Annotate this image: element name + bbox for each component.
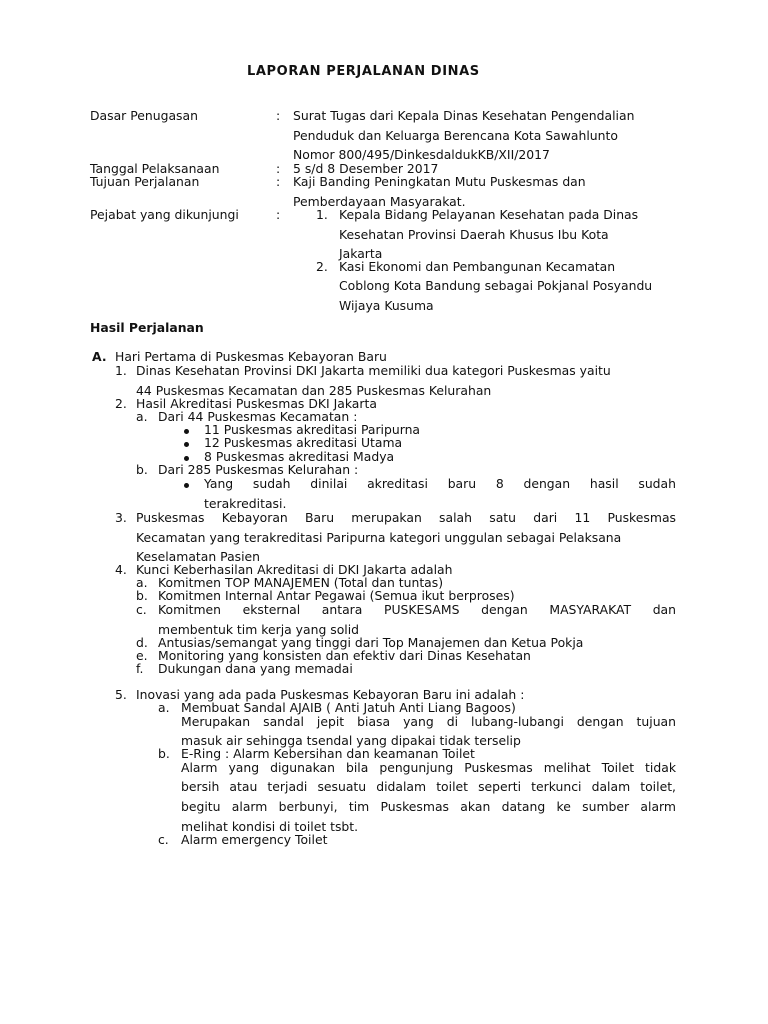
dasar-line: Surat Tugas dari Kepala Dinas Kesehatan Pengendalian	[293, 108, 635, 123]
sub-letter: a.	[136, 409, 148, 424]
bullet-icon	[184, 483, 189, 488]
sub-letter: f.	[136, 661, 144, 676]
sub-text: Komitmen eksternal antara PUSKESAMS dengan MASYARAKAT dan	[158, 602, 676, 617]
sub-text: Antusias/semangat yang tinggi dari Top Manajemen dan Ketua Pokja	[158, 635, 584, 650]
item-number: 5.	[115, 687, 127, 702]
bullet-text: 12 Puskesmas akreditasi Utama	[204, 435, 403, 450]
tanggal-label: Tanggal Pelaksanaan	[90, 161, 220, 176]
sub-text: Dari 44 Puskesmas Kecamatan :	[158, 409, 358, 424]
bullet-icon	[184, 442, 189, 447]
item-number: 3.	[115, 510, 127, 525]
bullet-text: 8 Puskesmas akreditasi Madya	[204, 449, 395, 464]
pejabat-label: Pejabat yang dikunjungi	[90, 207, 239, 222]
sub-desc: begitu alarm berbunyi, tim Puskesmas akan datang ke sumber alarm	[181, 799, 676, 814]
sub-desc: melihat kondisi di toilet tsbt.	[181, 819, 359, 834]
sub-letter: b.	[136, 462, 148, 477]
item-text: Puskesmas Kebayoran Baru merupakan salah satu dari 11 Puskesmas	[136, 510, 676, 525]
sub-text: Dukungan dana yang memadai	[158, 661, 353, 676]
sub-text: Komitmen Internal Antar Pegawai (Semua ikut berproses)	[158, 588, 515, 603]
sub-desc: masuk air sehingga tsendal yang dipakai tidak terselip	[181, 733, 521, 748]
item-text: Hasil Akreditasi Puskesmas DKI Jakarta	[136, 396, 377, 411]
sub-letter: a.	[136, 575, 148, 590]
sub-desc: Merupakan sandal jepit biasa yang di lubang-lubangi dengan tujuan	[181, 714, 676, 729]
sub-letter: b.	[136, 588, 148, 603]
hasil-heading: Hasil Perjalanan	[90, 320, 204, 335]
pejabat-line: Kepala Bidang Pelayanan Kesehatan pada Dinas	[339, 207, 639, 222]
sub-text: Komitmen TOP MANAJEMEN (Total dan tuntas)	[158, 575, 444, 590]
sub-text: Membuat Sandal AJAIB ( Anti Jatuh Anti Liang Bagoos)	[181, 700, 516, 715]
sub-text: Dari 285 Puskesmas Kelurahan :	[158, 462, 359, 477]
item-number: 2.	[115, 396, 127, 411]
section-a-letter: A.	[92, 349, 107, 364]
item-text: Inovasi yang ada pada Puskesmas Kebayoran Baru ini adalah :	[136, 687, 525, 702]
tujuan-label: Tujuan Perjalanan	[90, 174, 200, 189]
sub-letter: b.	[158, 746, 170, 761]
pejabat-line: Wijaya Kusuma	[339, 298, 434, 313]
sub-desc: Alarm yang digunakan bila pengunjung Puskesmas melihat Toilet tidak	[181, 760, 676, 775]
item-text: 44 Puskesmas Kecamatan dan 285 Puskesmas Kelurahan	[136, 383, 492, 398]
tujuan-line: Kaji Banding Peningkatan Mutu Puskesmas dan	[293, 174, 586, 189]
document-title: LAPORAN PERJALANAN DINAS	[247, 64, 480, 79]
bullet-text: Yang sudah dinilai akreditasi baru 8 dengan hasil sudah	[204, 476, 676, 491]
section-a-title: Hari Pertama di Puskesmas Kebayoran Baru	[115, 349, 387, 364]
tanggal-colon: :	[276, 161, 281, 176]
sub-desc: bersih atau terjadi sesuatu didalam toilet seperti terkunci dalam toilet,	[181, 779, 676, 794]
pejabat-line: Jakarta	[339, 246, 383, 261]
bullet-text: terakreditasi.	[204, 496, 287, 511]
dasar-line: Nomor 800/495/DinkesdaldukKB/XII/2017	[293, 147, 550, 162]
sub-letter: a.	[158, 700, 170, 715]
sub-text: membentuk tim kerja yang solid	[158, 622, 360, 637]
tujuan-colon: :	[276, 174, 281, 189]
item-number: 4.	[115, 562, 127, 577]
item-text: Keselamatan Pasien	[136, 549, 261, 564]
sub-letter: c.	[136, 602, 147, 617]
item-text: Dinas Kesehatan Provinsi DKI Jakarta memiliki dua kategori Puskesmas yaitu	[136, 363, 611, 378]
sub-text: Alarm emergency Toilet	[181, 832, 328, 847]
pejabat-line: Kesehatan Provinsi Daerah Khusus Ibu Kota	[339, 227, 609, 242]
dasar-colon: :	[276, 108, 281, 123]
pejabat-num: 2.	[316, 259, 328, 274]
sub-text: E-Ring : Alarm Kebersihan dan keamanan Toilet	[181, 746, 475, 761]
item-text: Kecamatan yang terakreditasi Paripurna kategori unggulan sebagai Pelaksana	[136, 530, 622, 545]
sub-letter: d.	[136, 635, 148, 650]
pejabat-num: 1.	[316, 207, 328, 222]
sub-letter: e.	[136, 648, 148, 663]
tujuan-line: Pemberdayaan Masyarakat.	[293, 194, 466, 209]
bullet-icon	[184, 456, 189, 461]
pejabat-line: Coblong Kota Bandung sebagai Pokjanal Posyandu	[339, 278, 653, 293]
bullet-text: 11 Puskesmas akreditasi Paripurna	[204, 422, 421, 437]
bullet-icon	[184, 429, 189, 434]
tanggal-value: 5 s/d 8 Desember 2017	[293, 161, 439, 176]
item-number: 1.	[115, 363, 127, 378]
item-text: Kunci Keberhasilan Akreditasi di DKI Jakarta adalah	[136, 562, 453, 577]
pejabat-colon: :	[276, 207, 281, 222]
dasar-label: Dasar Penugasan	[90, 108, 198, 123]
sub-text: Monitoring yang konsisten dan efektiv dari Dinas Kesehatan	[158, 648, 531, 663]
dasar-line: Penduduk dan Keluarga Berencana Kota Sawahlunto	[293, 128, 618, 143]
sub-letter: c.	[158, 832, 169, 847]
pejabat-line: Kasi Ekonomi dan Pembangunan Kecamatan	[339, 259, 616, 274]
